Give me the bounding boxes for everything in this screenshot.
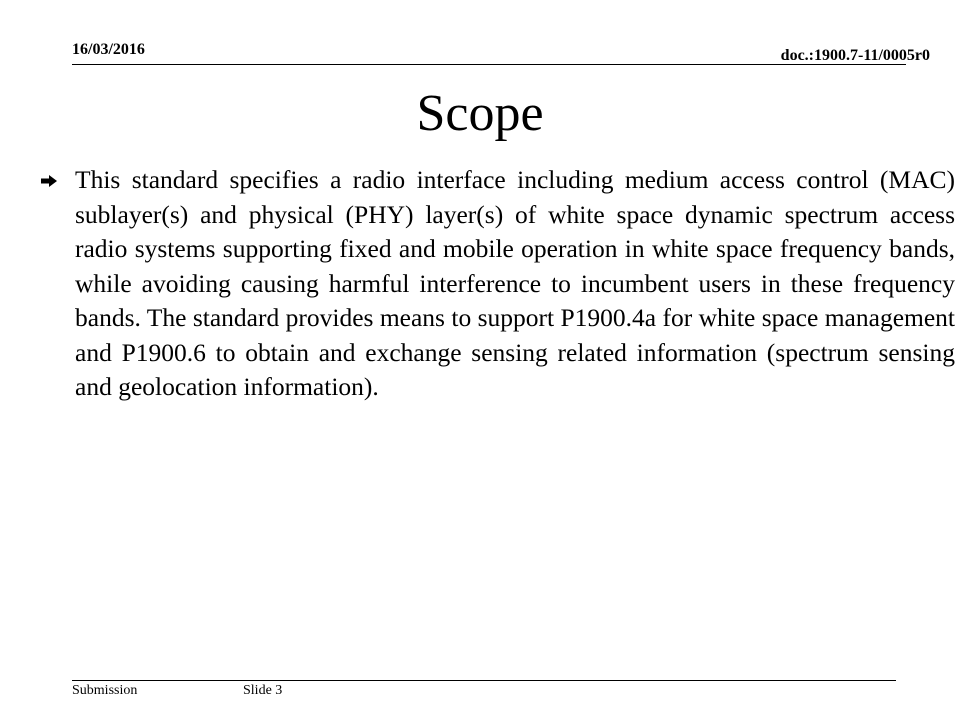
- arrow-right-icon: [40, 174, 58, 188]
- slide-title: Scope: [416, 85, 544, 142]
- footer-slide-number: Slide 3: [243, 683, 283, 698]
- header-divider: [72, 64, 906, 65]
- header-doc-id: doc.:1900.7-11/0005r0: [780, 47, 930, 64]
- header-date: 16/03/2016: [72, 41, 145, 58]
- footer-divider: [72, 680, 896, 681]
- footer-submission: Submission: [72, 683, 138, 698]
- bullet-text: This standard specifies a radio interface including medium access control (MAC) sublayer(s) and physical (PHY) layer(s) of white space dynamic spectrum access radio systems supporting fixed and mobile operation in white space frequency bands, while avoiding causing harmful interference to incumbent users in these frequency bands. The standard provides means to support P1900.4a for white space management and P1900.6 to obtain and exchange sensing related information (spectrum sensing and geolocation information).: [75, 165, 955, 401]
